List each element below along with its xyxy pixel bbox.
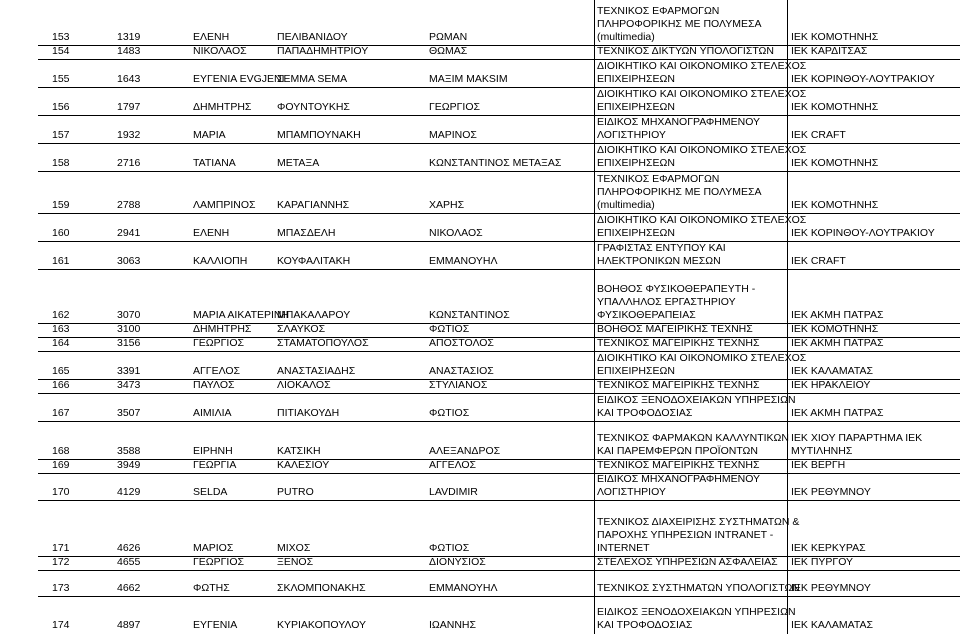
cell-code: 4897 [117, 619, 141, 631]
cell-last-name: ΣΕΜΜΑ SEMA [277, 73, 348, 85]
specialty-line: ΚΑΙ ΠΑΡΕΜΦΕΡΩΝ ΠΡΟΪΟΝΤΩΝ [597, 445, 758, 457]
cell-number: 160 [52, 227, 70, 239]
cell-number: 153 [52, 31, 70, 43]
cell-father-name: ΜΑΡΙΝΟΣ [429, 129, 477, 141]
table-row [0, 571, 960, 597]
institution-line: ΜΥΤΙΛΗΝΗΣ [791, 445, 853, 457]
institution-line: IEK CRAFT [791, 129, 846, 141]
table-row [0, 557, 960, 571]
cell-number: 167 [52, 407, 70, 419]
cell-institution [791, 459, 845, 472]
cell-specialty [597, 473, 760, 499]
cell-first-name: ΜΑΡΙΑ [193, 129, 226, 141]
cell-first-name: ΦΩΤΗΣ [193, 582, 230, 594]
specialty-line: ΤΕΧΝΙΚΟΣ ΕΦΑΡΜΟΓΩΝ [597, 173, 720, 185]
cell-first-name: ΔΗΜΗΤΡΗΣ [193, 101, 252, 113]
cell-last-name: ΠΑΠΑΔΗΜΗΤΡΙΟΥ [277, 45, 369, 57]
cell-last-name: PUTRO [277, 486, 314, 498]
cell-number: 162 [52, 309, 70, 321]
cell-father-name: ΝΙΚΟΛΑΟΣ [429, 227, 483, 239]
cell-specialty [597, 582, 800, 595]
institution-line: ΙΕΚ ΚΟΜΟΤΗΝΗΣ [791, 31, 879, 43]
cell-code: 1483 [117, 45, 141, 57]
cell-institution [791, 227, 935, 240]
specialty-line: ΥΠΑΛΛΗΛΟΣ ΕΡΓΑΣΤΗΡΙΟΥ [597, 296, 736, 308]
cell-code: 1797 [117, 101, 141, 113]
row-divider [38, 87, 960, 88]
cell-first-name: ΓΕΩΡΓΙΑ [193, 459, 237, 471]
cell-last-name: ΣΤΑΜΑΤΟΠΟΥΛΟΣ [277, 337, 369, 349]
cell-father-name: ΑΝΑΣΤΑΣΙΟΣ [429, 365, 494, 377]
cell-code: 3949 [117, 459, 141, 471]
specialty-line: ΕΙΔΙΚΟΣ ΜΗΧΑΝΟΓΡΑΦΗΜΕΝΟΥ [597, 473, 761, 485]
cell-father-name: ΧΑΡΗΣ [429, 199, 465, 211]
row-divider [38, 143, 960, 144]
cell-number: 163 [52, 323, 70, 335]
specialty-line: ΤΕΧΝΙΚΟΣ ΜΑΓΕΙΡΙΚΗΣ ΤΕΧΝΗΣ [597, 379, 760, 391]
specialty-line: ΤΕΧΝΙΚΟΣ ΔΙΑΧΕΙΡΙΣΗΣ ΣΥΣΤΗΜΑΤΩΝ & [597, 516, 800, 528]
cell-institution [791, 45, 867, 58]
cell-last-name: ΚΥΡΙΑΚΟΠΟΥΛΟΥ [277, 619, 367, 631]
cell-code: 3070 [117, 309, 141, 321]
cell-institution [791, 619, 873, 632]
cell-code: 3100 [117, 323, 141, 335]
cell-last-name: ΠΙΤΙΑΚΟΥΔΗ [277, 407, 340, 419]
cell-institution [791, 582, 871, 595]
cell-first-name: ΓΕΩΡΓΙΟΣ [193, 556, 244, 568]
cell-last-name: ΛΙΟΚΑΛΟΣ [277, 379, 331, 391]
cell-institution [791, 337, 883, 350]
cell-specialty [597, 459, 759, 472]
specialty-line: ΤΕΧΝΙΚΟΣ ΜΑΓΕΙΡΙΚΗΣ ΤΕΧΝΗΣ [597, 337, 760, 349]
cell-number: 171 [52, 542, 70, 554]
table-row [0, 324, 960, 338]
cell-father-name: ΚΩΝΣΤΑΝΤΙΝΟΣ ΜΕΤΑΞΑΣ [429, 157, 562, 169]
row-divider [38, 379, 960, 380]
cell-last-name: ΚΑΛΕΣΙΟΥ [277, 459, 330, 471]
column-divider [594, 0, 595, 634]
cell-last-name: ΚΑΤΣΙΚΗ [277, 445, 321, 457]
cell-father-name: ΜΑΞΙΜ MAKSIM [429, 73, 508, 85]
institution-line: ΙΕΚ ΑΚΜΗ ΠΑΤΡΑΣ [791, 309, 884, 321]
cell-specialty [597, 60, 806, 86]
cell-number: 170 [52, 486, 70, 498]
cell-specialty [597, 556, 778, 569]
table-row [0, 474, 960, 501]
cell-last-name: ΚΑΡΑΓΙΑΝΝΗΣ [277, 199, 350, 211]
cell-institution [791, 129, 846, 142]
row-divider [38, 171, 960, 172]
cell-father-name: ΕΜΜΑΝΟΥΗΛ [429, 255, 498, 267]
cell-code: 3473 [117, 379, 141, 391]
table-row [0, 270, 960, 324]
table-row [0, 60, 960, 88]
specialty-line: ΤΕΧΝΙΚΟΣ ΜΑΓΕΙΡΙΚΗΣ ΤΕΧΝΗΣ [597, 459, 760, 471]
cell-number: 155 [52, 73, 70, 85]
specialty-line: ΤΕΧΝΙΚΟΣ ΦΑΡΜΑΚΩΝ ΚΑΛΛΥΝΤΙΚΩΝ [597, 432, 789, 444]
cell-specialty [597, 379, 759, 392]
specialty-line: ΦΥΣΙΚΟΘΕΡΑΠΕΙΑΣ [597, 309, 696, 321]
cell-specialty [597, 394, 796, 420]
cell-first-name: ΠΑΥΛΟΣ [193, 379, 235, 391]
specialty-line: (multimedia) [597, 31, 655, 43]
cell-code: 4655 [117, 556, 141, 568]
specialty-line: ΠΛΗΡΟΦΟΡΙΚΗΣ ΜΕ ΠΟΛΥΜΕΣΑ [597, 18, 762, 30]
cell-specialty [597, 173, 762, 212]
specialty-line: ΚΑΙ ΤΡΟΦΟΔΟΣΙΑΣ [597, 407, 693, 419]
cell-code: 3391 [117, 365, 141, 377]
specialty-line: ΤΕΧΝΙΚΟΣ ΔΙΚΤΥΩΝ ΥΠΟΛΟΓΙΣΤΩΝ [597, 45, 774, 57]
cell-first-name: ΑΙΜΙΛΙΑ [193, 407, 232, 419]
cell-last-name: ΣΛΑΥΚΟΣ [277, 323, 326, 335]
specialty-line: ΒΟΗΘΟΣ ΦΥΣΙΚΟΘΕΡΑΠΕΥΤΗ - [597, 283, 756, 295]
cell-number: 156 [52, 101, 70, 113]
cell-first-name: ΔΗΜΗΤΡΗΣ [193, 323, 252, 335]
table-row [0, 242, 960, 270]
institution-line: ΙΕΚ ΑΚΜΗ ΠΑΤΡΑΣ [791, 337, 884, 349]
row-divider [38, 115, 960, 116]
institution-line: ΙΕΚ ΚΟΡΙΝΘΟΥ-ΛΟΥΤΡΑΚΙΟΥ [791, 227, 935, 239]
row-divider [38, 473, 960, 474]
cell-number: 165 [52, 365, 70, 377]
cell-specialty [597, 516, 799, 555]
specialty-line: ΤΕΧΝΙΚΟΣ ΣΥΣΤΗΜΑΤΩΝ ΥΠΟΛΟΓΙΣΤΩΝ [597, 582, 800, 594]
cell-first-name: ΝΙΚΟΛΑΟΣ [193, 45, 247, 57]
row-divider [38, 500, 960, 501]
cell-institution [791, 407, 883, 420]
specialty-line: ΠΛΗΡΟΦΟΡΙΚΗΣ ΜΕ ΠΟΛΥΜΕΣΑ [597, 186, 762, 198]
cell-specialty [597, 242, 726, 268]
cell-last-name: ΦΟΥΝΤΟΥΚΗΣ [277, 101, 350, 113]
cell-code: 3063 [117, 255, 141, 267]
cell-institution [791, 323, 878, 336]
cell-number: 164 [52, 337, 70, 349]
cell-number: 166 [52, 379, 70, 391]
specialty-line: ΕΙΔΙΚΟΣ ΞΕΝΟΔΟΧΕΙΑΚΩΝ ΥΠΗΡΕΣΙΩΝ [597, 394, 796, 406]
cell-specialty [597, 88, 806, 114]
specialty-line: ΕΙΔΙΚΟΣ ΜΗΧΑΝΟΓΡΑΦΗΜΕΝΟΥ [597, 116, 761, 128]
cell-number: 168 [52, 445, 70, 457]
institution-line: ΙΕΚ ΚΕΡΚΥΡΑΣ [791, 542, 866, 554]
cell-institution [791, 309, 883, 322]
cell-first-name: ΜΑΡΙΑ ΑΙΚΑΤΕΡΙΝΗ [193, 309, 290, 321]
cell-code: 4626 [117, 542, 141, 554]
table-row [0, 144, 960, 172]
row-divider [38, 45, 960, 46]
cell-specialty [597, 45, 774, 58]
cell-last-name: ΣΚΛΟΜΠΟΝΑΚΗΣ [277, 582, 366, 594]
cell-first-name: ΛΑΜΠΡΙΝΟΣ [193, 199, 256, 211]
cell-first-name: ΑΓΓΕΛΟΣ [193, 365, 241, 377]
cell-first-name: ΤΑΤΙΑΝΑ [193, 157, 236, 169]
cell-institution [791, 199, 878, 212]
cell-specialty [597, 5, 762, 44]
table-row [0, 46, 960, 60]
cell-number: 157 [52, 129, 70, 141]
cell-institution [791, 365, 873, 378]
specialty-line: (multimedia) [597, 199, 655, 211]
cell-institution [791, 379, 870, 392]
specialty-line: ΤΕΧΝΙΚΟΣ ΕΦΑΡΜΟΓΩΝ [597, 5, 720, 17]
cell-code: 1643 [117, 73, 141, 85]
row-divider [38, 323, 960, 324]
row-divider [38, 421, 960, 422]
institution-line: ΙΕΚ ΗΡΑΚΛΕΙΟΥ [791, 379, 871, 391]
cell-last-name: ΜΠΑΜΠΟΥΝΑΚΗ [277, 129, 361, 141]
cell-first-name: ΓΕΩΡΓΙΟΣ [193, 337, 244, 349]
cell-code: 3156 [117, 337, 141, 349]
cell-number: 159 [52, 199, 70, 211]
cell-father-name: ΙΩΑΝΝΗΣ [429, 619, 477, 631]
cell-father-name: ΡΩΜΑΝ [429, 31, 468, 43]
cell-first-name: SELDA [193, 486, 228, 498]
institution-line: ΙΕΚ ΡΕΘΥΜΝΟΥ [791, 582, 871, 594]
cell-specialty [597, 214, 806, 240]
specialty-line: INTERNET [597, 542, 650, 554]
table-row [0, 394, 960, 422]
institution-line: ΙΕΚ ΠΥΡΓΟΥ [791, 556, 854, 568]
institution-line: ΙΕΚ ΚΑΡΔΙΤΣΑΣ [791, 45, 868, 57]
specialty-line: ΕΠΙΧΕΙΡΗΣΕΩΝ [597, 227, 675, 239]
row-divider [38, 556, 960, 557]
institution-line: ΙΕΚ ΒΕΡΓΗ [791, 459, 846, 471]
table-row [0, 88, 960, 116]
cell-code: 2941 [117, 227, 141, 239]
column-divider [787, 0, 788, 634]
specialty-line: ΔΙΟΙΚΗΤΙΚΟ ΚΑΙ ΟΙΚΟΝΟΜΙΚΟ ΣΤΕΛΕΧΟΣ [597, 214, 807, 226]
cell-number: 172 [52, 556, 70, 568]
table-row [0, 0, 960, 46]
cell-institution [791, 157, 878, 170]
specialty-line: ΓΡΑΦΙΣΤΑΣ ΕΝΤΥΠΟΥ ΚΑΙ [597, 242, 726, 254]
cell-last-name: ΚΟΥΦΑΛΙΤΑΚΗ [277, 255, 351, 267]
specialty-line: ΔΙΟΙΚΗΤΙΚΟ ΚΑΙ ΟΙΚΟΝΟΜΙΚΟ ΣΤΕΛΕΧΟΣ [597, 88, 807, 100]
table-row [0, 172, 960, 214]
specialty-line: ΕΠΙΧΕΙΡΗΣΕΩΝ [597, 73, 675, 85]
cell-specialty [597, 432, 789, 458]
cell-institution [791, 255, 846, 268]
table-row [0, 597, 960, 634]
cell-first-name: ΜΑΡΙΟΣ [193, 542, 234, 554]
cell-number: 173 [52, 582, 70, 594]
cell-father-name: ΑΛΕΞΑΝΔΡΟΣ [429, 445, 501, 457]
row-divider [38, 393, 960, 394]
cell-code: 4662 [117, 582, 141, 594]
cell-father-name: ΦΩΤΙΟΣ [429, 407, 470, 419]
institution-line: ΙΕΚ ΚΟΜΟΤΗΝΗΣ [791, 101, 879, 113]
cell-first-name: ΕΛΕΝΗ [193, 227, 230, 239]
cell-father-name: ΚΩΝΣΤΑΝΤΙΝΟΣ [429, 309, 510, 321]
cell-first-name: ΕΛΕΝΗ [193, 31, 230, 43]
cell-father-name: ΓΕΩΡΓΙΟΣ [429, 101, 480, 113]
cell-code: 3588 [117, 445, 141, 457]
table-row [0, 460, 960, 474]
table-row [0, 214, 960, 242]
cell-code: 4129 [117, 486, 141, 498]
cell-code: 2716 [117, 157, 141, 169]
cell-father-name: ΦΩΤΙΟΣ [429, 323, 470, 335]
specialty-line: ΔΙΟΙΚΗΤΙΚΟ ΚΑΙ ΟΙΚΟΝΟΜΙΚΟ ΣΤΕΛΕΧΟΣ [597, 60, 807, 72]
specialty-line: ΗΛΕΚΤΡΟΝΙΚΩΝ ΜΕΣΩΝ [597, 255, 721, 267]
cell-father-name: ΘΩΜΑΣ [429, 45, 468, 57]
cell-first-name: ΕΙΡΗΝΗ [193, 445, 233, 457]
cell-specialty [597, 116, 760, 142]
cell-last-name: ΑΝΑΣΤΑΣΙΑΔΗΣ [277, 365, 356, 377]
specialty-line: ΕΠΙΧΕΙΡΗΣΕΩΝ [597, 101, 675, 113]
row-divider [38, 241, 960, 242]
institution-line: ΙΕΚ ΑΚΜΗ ΠΑΤΡΑΣ [791, 407, 884, 419]
table-row [0, 501, 960, 557]
cell-number: 161 [52, 255, 70, 267]
specialty-line: ΔΙΟΙΚΗΤΙΚΟ ΚΑΙ ΟΙΚΟΝΟΜΙΚΟ ΣΤΕΛΕΧΟΣ [597, 352, 807, 364]
row-divider [38, 337, 960, 338]
table-row [0, 116, 960, 144]
specialty-line: ΛΟΓΙΣΤΗΡΙΟΥ [597, 486, 666, 498]
cell-father-name: ΕΜΜΑΝΟΥΗΛ [429, 582, 498, 594]
institution-line: ΙΕΚ ΚΟΜΟΤΗΝΗΣ [791, 157, 879, 169]
cell-specialty [597, 144, 806, 170]
row-divider [38, 596, 960, 597]
table-row [0, 380, 960, 394]
cell-last-name: ΜΙΧΟΣ [277, 542, 311, 554]
row-divider [38, 59, 960, 60]
table-row [0, 352, 960, 380]
specialty-line: ΒΟΗΘΟΣ ΜΑΓΕΙΡΙΚΗΣ ΤΕΧΝΗΣ [597, 323, 753, 335]
institution-line: ΙΕΚ ΚΟΜΟΤΗΝΗΣ [791, 323, 879, 335]
table-row [0, 422, 960, 460]
row-divider [38, 351, 960, 352]
cell-specialty [597, 283, 755, 322]
cell-last-name: ΜΕΤΑΞΑ [277, 157, 320, 169]
row-divider [38, 570, 960, 571]
institution-line: ΙΕΚ ΡΕΘΥΜΝΟΥ [791, 486, 871, 498]
cell-code: 1319 [117, 31, 141, 43]
table-row [0, 338, 960, 352]
cell-specialty [597, 323, 753, 336]
specialty-line: ΕΠΙΧΕΙΡΗΣΕΩΝ [597, 157, 675, 169]
institution-line: IEK CRAFT [791, 255, 846, 267]
cell-code: 3507 [117, 407, 141, 419]
cell-first-name: ΕΥΓΕΝΙΑ [193, 619, 238, 631]
cell-father-name: ΑΠΟΣΤΟΛΟΣ [429, 337, 494, 349]
specialty-line: ΛΟΓΙΣΤΗΡΙΟΥ [597, 129, 666, 141]
cell-last-name: ΞΕΝΟΣ [277, 556, 314, 568]
specialty-line: ΣΤΕΛΕΧΟΣ ΥΠΗΡΕΣΙΩΝ ΑΣΦΑΛΕΙΑΣ [597, 556, 778, 568]
cell-institution [791, 31, 878, 44]
cell-institution [791, 432, 922, 458]
cell-code: 2788 [117, 199, 141, 211]
cell-father-name: ΑΓΓΕΛΟΣ [429, 459, 477, 471]
cell-number: 169 [52, 459, 70, 471]
cell-first-name: ΕΥΓΕΝΙΑ EVGJENI [193, 73, 285, 85]
row-divider [38, 269, 960, 270]
cell-last-name: ΜΠΑΚΑΛΑΡΟΥ [277, 309, 351, 321]
institution-line: ΙΕΚ ΚΑΛΑΜΑΤΑΣ [791, 365, 873, 377]
specialty-line: ΕΙΔΙΚΟΣ ΞΕΝΟΔΟΧΕΙΑΚΩΝ ΥΠΗΡΕΣΙΩΝ [597, 606, 796, 618]
cell-specialty [597, 352, 806, 378]
cell-specialty [597, 337, 759, 350]
specialty-line: ΔΙΟΙΚΗΤΙΚΟ ΚΑΙ ΟΙΚΟΝΟΜΙΚΟ ΣΤΕΛΕΧΟΣ [597, 144, 807, 156]
institution-line: ΙΕΚ ΚΟΜΟΤΗΝΗΣ [791, 199, 879, 211]
cell-number: 154 [52, 45, 70, 57]
cell-last-name: ΜΠΑΣΔΕΛΗ [277, 227, 336, 239]
cell-institution [791, 556, 853, 569]
cell-number: 158 [52, 157, 70, 169]
cell-number: 174 [52, 619, 70, 631]
cell-last-name: ΠΕΛΙΒΑΝΙΔΟΥ [277, 31, 348, 43]
cell-institution [791, 73, 935, 86]
cell-specialty [597, 606, 796, 632]
cell-institution [791, 101, 878, 114]
specialty-line: ΕΠΙΧΕΙΡΗΣΕΩΝ [597, 365, 675, 377]
cell-father-name: ΦΩΤΙΟΣ [429, 542, 470, 554]
row-divider [38, 459, 960, 460]
row-divider [38, 213, 960, 214]
cell-father-name: ΣΤΥΛΙΑΝΟΣ [429, 379, 488, 391]
cell-institution [791, 486, 871, 499]
cell-father-name: ΔΙΟΝΥΣΙΟΣ [429, 556, 486, 568]
institution-line: ΙΕΚ ΚΟΡΙΝΘΟΥ-ΛΟΥΤΡΑΚΙΟΥ [791, 73, 935, 85]
institution-line: ΙΕΚ ΚΑΛΑΜΑΤΑΣ [791, 619, 873, 631]
cell-code: 1932 [117, 129, 141, 141]
cell-first-name: ΚΑΛΛΙΟΠΗ [193, 255, 248, 267]
specialty-line: ΠΑΡΟΧΗΣ ΥΠΗΡΕΣΙΩΝ INTRANET - [597, 529, 774, 541]
specialty-line: ΚΑΙ ΤΡΟΦΟΔΟΣΙΑΣ [597, 619, 693, 631]
cell-father-name: LAVDIMIR [429, 486, 478, 498]
cell-institution [791, 542, 866, 555]
institution-line: ΙΕΚ ΧΙΟΥ ΠΑΡΑΡΤΗΜΑ ΙΕΚ [791, 432, 923, 444]
